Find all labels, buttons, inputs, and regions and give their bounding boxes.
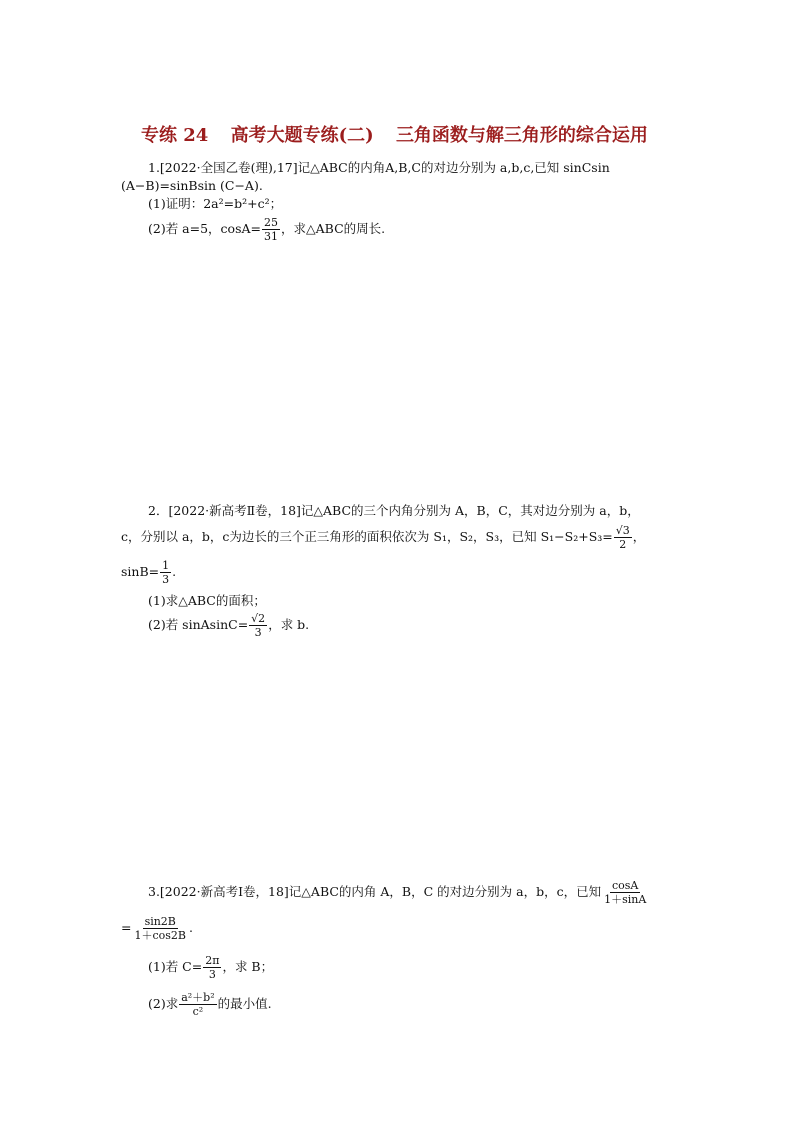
q2-line-2-suffix: ，: [632, 529, 646, 544]
q2-line-1: 2．[2022·新高考Ⅱ卷，18]记△ABC的三个内角分别为 A，B，C，其对边分别为 a，b，: [148, 503, 640, 518]
q3-part-2-prefix: (2)求: [148, 996, 179, 1011]
q2-fraction-c: [249, 613, 267, 638]
q3-fraction-c-num: 2π: [205, 954, 220, 967]
q2-part-1: (1)求△ABC的面积；: [148, 593, 266, 608]
title-part-1: 专练 24: [141, 125, 209, 146]
q3-fraction-d-den: c²: [192, 1005, 204, 1018]
q2-fraction-a: [614, 525, 632, 550]
q2-part-2: [148, 613, 309, 638]
q1-part-2-prefix: (2)若 a=5，cosA=: [148, 221, 262, 236]
page-title: [141, 121, 701, 147]
q3-part-2: [148, 992, 272, 1017]
q3-part-2-suffix: 的最小值.: [217, 996, 272, 1011]
q3-fraction-c: [203, 955, 221, 980]
q2-line-2: [121, 525, 645, 550]
q3-line-1: [148, 880, 649, 905]
q2-fraction-b-den: 3: [162, 573, 170, 586]
q3-fraction-a-den: 1＋sinA: [604, 893, 647, 906]
q2-fraction-a-den: 2: [619, 538, 627, 551]
q3-part-1-prefix: (1)若 C=: [148, 959, 203, 974]
q3-line-2-prefix: =: [121, 920, 132, 935]
q1-fraction: [262, 217, 280, 242]
q3-part-1: [148, 955, 273, 980]
q2-line-3-prefix: sinB=: [121, 564, 160, 579]
q2-part-2-prefix: (2)若 sinAsinC=: [148, 617, 249, 632]
q2-fraction-b-num: 1: [162, 559, 170, 572]
q2-line-3-suffix: .: [172, 564, 177, 579]
q3-line-2: [121, 916, 193, 941]
title-part-3: 三角函数与解三角形的综合运用: [395, 125, 648, 146]
q1-part-1: (1)证明：2a²=b²+c²；: [148, 196, 283, 211]
q3-line-1-prefix: 3.[2022·新高考Ⅰ卷，18]记△ABC的内角 A，B，C 的对边分别为 a，b，c，已知: [148, 884, 602, 899]
q3-fraction-b-den: 1＋cos2B: [134, 929, 186, 942]
q3-fraction-d: [179, 992, 216, 1017]
q2-line-2-prefix: c，分别以 a，b，c为边长的三个正三角形的面积依次为 S₁，S₂，S₃，已知 S₁−S₂+S₃=: [121, 529, 613, 544]
q3-fraction-a: [602, 880, 648, 905]
q2-fraction-b: [160, 560, 171, 585]
q2-fraction-c-den: 3: [254, 626, 262, 639]
q3-fraction-b-num: sin2B: [144, 915, 176, 928]
q2-part-2-suffix: ，求 b.: [268, 617, 310, 632]
q2-fraction-a-num: √3: [615, 524, 630, 537]
q3-fraction-d-num: a²＋b²: [181, 991, 215, 1004]
q1-part-2-suffix: ，求△ABC的周长.: [281, 221, 386, 236]
q1-fraction-den: 31: [264, 230, 279, 243]
q1-line-2: (A−B)=sinBsin (C−A).: [121, 178, 263, 193]
q3-line-2-suffix: .: [189, 920, 193, 935]
title-part-2: 高考大题专练(二): [230, 125, 374, 146]
q3-fraction-b: [132, 916, 188, 941]
q1-fraction-num: 25: [264, 216, 279, 229]
q2-fraction-c-num: √2: [251, 612, 266, 625]
q3-fraction-a-num: cosA: [612, 879, 639, 892]
q1-part-2: [148, 217, 385, 242]
q3-part-1-suffix: ，求 B；: [222, 959, 274, 974]
q2-line-3: [121, 560, 176, 585]
q1-line-1: 1.[2022·全国乙卷(理),17]记△ABC的内角A,B,C的对边分别为 a,b,c,已知 sinCsin: [148, 160, 610, 175]
q3-fraction-c-den: 3: [208, 968, 216, 981]
